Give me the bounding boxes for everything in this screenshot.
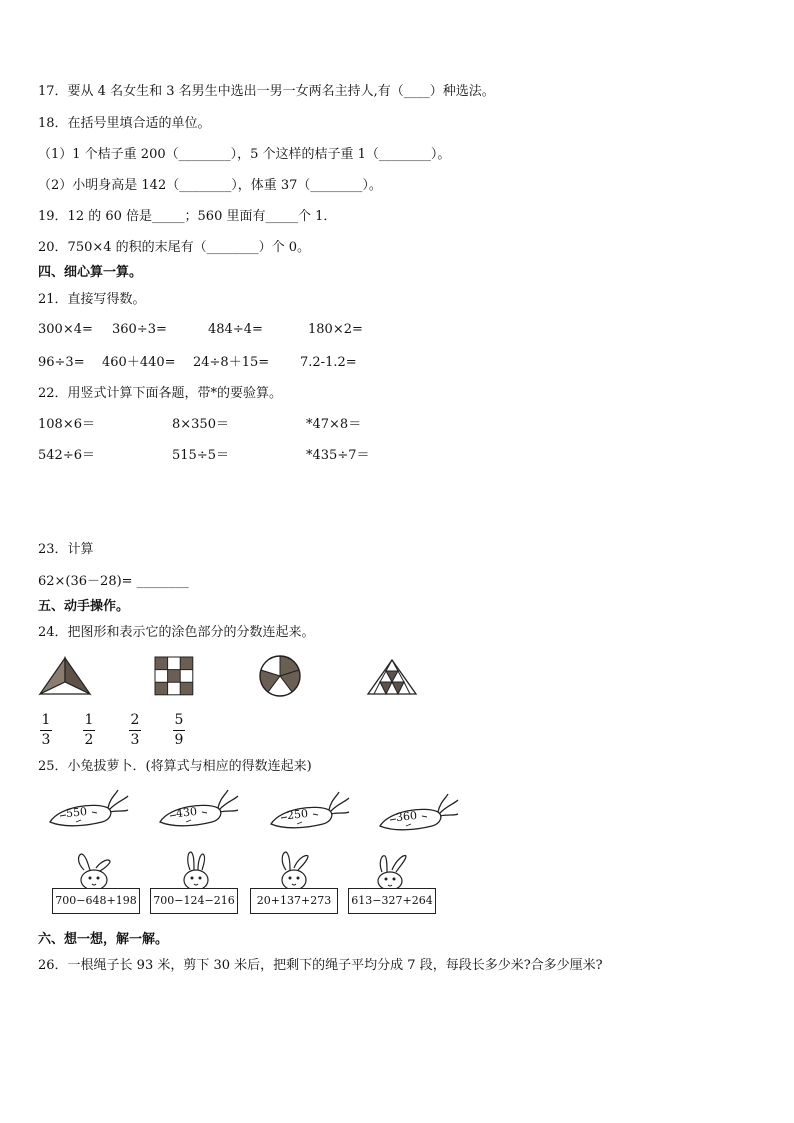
- question-22: 22．用竖式计算下面各题，带*的要验算。: [38, 386, 283, 401]
- q21-item: 96÷3=: [38, 355, 85, 370]
- shaded-grid-figure: [154, 656, 194, 696]
- shaded-circle-figure: [258, 654, 302, 698]
- fraction-option: [171, 712, 187, 749]
- rabbit-icon: [272, 848, 316, 892]
- expression-box: 20+137+273: [250, 888, 338, 914]
- rabbit-expression-card: [52, 848, 140, 914]
- question-18-part-1: （1）1 个桔子重 200（________），5 个这样的桔子重 1（________）。: [38, 147, 451, 162]
- fraction-option: [38, 712, 54, 749]
- q21-item: 484÷4=: [208, 322, 263, 337]
- q22-item: 542÷6＝: [38, 448, 95, 463]
- carrot-answer: [376, 792, 460, 840]
- question-23-expression: 62×(36－28)= ________: [38, 574, 189, 589]
- question-19: 19．12 的 60 倍是_____；560 里面有_____个 1．: [38, 209, 337, 224]
- fraction-denominator: 3: [41, 732, 51, 748]
- q21-item: 460＋440=: [102, 355, 176, 370]
- fraction-numerator: 1: [41, 712, 51, 728]
- shaded-triangle-grid-figure: [366, 658, 418, 696]
- q22-item: 108×6＝: [38, 417, 95, 432]
- carrot-icon: [46, 788, 130, 836]
- q21-item: 360÷3=: [112, 322, 167, 337]
- q22-item: 515÷5＝: [172, 448, 229, 463]
- fraction-numerator: 1: [84, 712, 94, 728]
- fraction-denominator: 2: [84, 732, 94, 748]
- q21-item: 24÷8＋15=: [193, 355, 270, 370]
- rabbit-icon: [174, 848, 218, 892]
- question-25: 25．小兔拔萝卜．(将算式与相应的得数连起来): [38, 759, 312, 774]
- question-20: 20．750×4 的积的末尾有（________）个 0。: [38, 240, 311, 255]
- section-6-heading: 六、想一想，解一解。: [38, 932, 169, 947]
- fraction-option: [81, 712, 97, 749]
- rabbit-expression-card: [348, 848, 436, 914]
- carrot-icon: [376, 792, 460, 840]
- q21-item: 7.2-1.2=: [300, 355, 357, 370]
- question-23: 23．计算: [38, 542, 94, 557]
- fraction-numerator: 5: [174, 712, 184, 728]
- fraction-denominator: 3: [130, 732, 140, 748]
- question-26: 26．一根绳子长 93 米，剪下 30 米后，把剩下的绳子平均分成 7 段，每段长多少米?合多少厘米?: [38, 958, 603, 973]
- carrot-answer: [46, 788, 130, 836]
- question-18: 18．在括号里填合适的单位。: [38, 116, 211, 131]
- carrot-answer: [267, 790, 351, 838]
- fraction-numerator: 2: [130, 712, 140, 728]
- expression-box: 700−124−216: [150, 888, 238, 914]
- q21-item: 180×2=: [308, 322, 363, 337]
- question-21: 21．直接写得数。: [38, 292, 146, 307]
- section-5-heading: 五、动手操作。: [38, 599, 130, 614]
- expression-box: 700−648+198: [52, 888, 140, 914]
- carrot-number: 250: [286, 806, 309, 823]
- rabbit-expression-card: [150, 848, 238, 914]
- shaded-triangle-figure: [38, 656, 92, 696]
- section-4-heading: 四、细心算一算。: [38, 265, 143, 280]
- question-24: 24．把图形和表示它的涂色部分的分数连起来。: [38, 625, 315, 640]
- q22-item: *47×8＝: [306, 417, 362, 432]
- rabbit-expression-card: [250, 848, 338, 914]
- carrot-number: 550: [65, 804, 88, 821]
- carrot-answer: [156, 788, 240, 836]
- carrot-number: 360: [395, 808, 418, 825]
- rabbit-icon: [72, 848, 116, 892]
- expression-box: 613−327+264: [348, 888, 436, 914]
- question-18-part-2: （2）小明身高是 142（________），体重 37（________）。: [38, 178, 382, 193]
- carrot-icon: [156, 788, 240, 836]
- carrot-number: 430: [175, 804, 198, 821]
- q22-item: *435÷7＝: [306, 448, 370, 463]
- question-17: 17．要从 4 名女生和 3 名男生中选出一男一女两名主持人,有（____）种选法。: [38, 84, 495, 99]
- rabbit-icon: [368, 848, 412, 892]
- fraction-option: [127, 712, 143, 749]
- fraction-denominator: 9: [174, 732, 184, 748]
- carrot-icon: [267, 790, 351, 838]
- q21-item: 300×4=: [38, 322, 93, 337]
- q22-item: 8×350＝: [172, 417, 229, 432]
